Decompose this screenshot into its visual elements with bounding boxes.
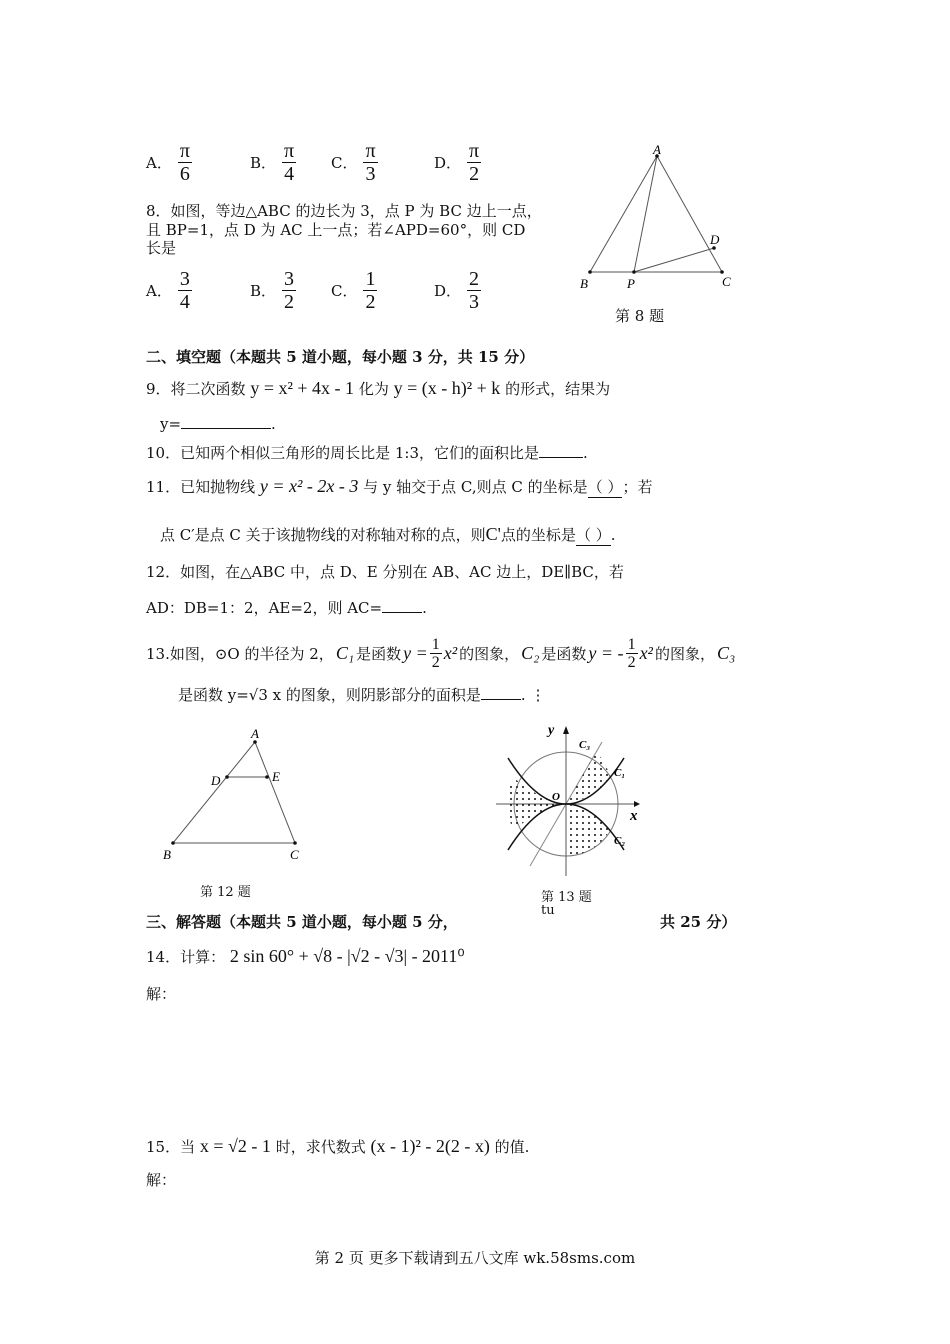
q8-line1: 8．如图，等边△ABC 的边长为 3，点 P 为 BC 边上一点， xyxy=(146,202,542,220)
q8-figure xyxy=(570,138,750,298)
q7-option-b: B． $\frac{\pi}{4}$ xyxy=(250,140,295,185)
q12-label-d: D xyxy=(211,773,221,788)
q13-label-c1: C₁ xyxy=(614,767,626,779)
q7-option-a: A． $\frac{\pi}{6}$ xyxy=(146,140,190,185)
page-footer: 第 2 页 更多下载请到五八文库 wk.58sms.com xyxy=(314,1249,636,1267)
q12-fig-caption: 第 12 题 xyxy=(200,885,251,900)
q8-label-c: C xyxy=(722,274,731,289)
q7-option-c: C． $\frac{\pi}{3}$ xyxy=(331,140,376,185)
q11-blank1[interactable]: （ ） xyxy=(587,478,623,496)
q8-option-b: B． $\frac{3}{2}$ xyxy=(250,268,295,313)
q9-line1: 9．将二次函数 y = x² + 4x - 1 化为 y = (x - h)² + k 的形式，结果为 xyxy=(146,378,611,398)
q9-answer-line: y= . xyxy=(160,415,276,433)
q13-fig-caption: 第 13 题 xyxy=(541,890,592,905)
q13-line2: 是函数 y=√3 x 的图象，则阴影部分的面积是 . ⋮ xyxy=(178,686,546,704)
q13-blank[interactable] xyxy=(481,699,521,700)
q8-label-p: P xyxy=(627,276,635,291)
q12-label-b: B xyxy=(163,847,171,862)
q8-option-c: C． $\frac{1}{2}$ xyxy=(331,268,376,313)
q12-label-a: A xyxy=(251,726,259,741)
q8-label-d: D xyxy=(710,232,720,247)
q13-figure xyxy=(490,718,650,888)
q8-line3: 长是 xyxy=(146,239,177,257)
q11-line1: 11．已知抛物线 y = x² - 2x - 3 与 y 轴交于点 C,则点 C 的坐标是（ ）；若 xyxy=(146,476,653,496)
q12-line2: AD：DB=1：2，AE=2，则 AC= . xyxy=(146,599,427,617)
q13-label-c2: C₂ xyxy=(614,835,626,847)
q8-label-b: B xyxy=(580,276,588,291)
section3-title-right: 共 25 分） xyxy=(660,913,737,931)
q14-line: 14．计算： 2 sin 60° + √8 - |√2 - √3| - 2011⁰ xyxy=(146,946,465,966)
q15-line: 15．当 x = √2 - 1 时，求代数式 (x - 1)² - 2(2 - x) 的值. xyxy=(146,1136,530,1156)
q7-option-d: D． $\frac{\pi}{2}$ xyxy=(434,140,480,185)
q10-blank[interactable] xyxy=(539,457,583,458)
q8-option-d: D． $\frac{2}{3}$ xyxy=(434,268,480,313)
q8-option-a: A． $\frac{3}{4}$ xyxy=(146,268,190,313)
q15-answer: 解： xyxy=(146,1171,177,1189)
section2-title: 二、填空题（本题共 5 道小题，每小题 3 分，共 15 分） xyxy=(146,348,535,366)
q12-label-c: C xyxy=(290,847,299,862)
q10-line: 10．已知两个相似三角形的周长比是 1:3，它们的面积比是 . xyxy=(146,444,588,462)
q13-label-c3: C₃ xyxy=(579,739,591,751)
q8-label-a: A xyxy=(653,142,661,157)
q11-line2: 点 C′是点 C 关于该抛物线的对称轴对称的点，则C'点的坐标是（ ）. xyxy=(160,524,616,544)
q12-label-e: E xyxy=(272,769,280,784)
q12-figure xyxy=(155,722,315,867)
q9-blank[interactable] xyxy=(181,428,271,429)
q12-line1: 12．如图，在△ABC 中，点 D、E 分别在 AB、AC 边上，DE∥BC，若 xyxy=(146,563,624,581)
q13-line1: 13.如图，⊙O 的半径为 2， C₁ 是函数 y = $\frac{1}{2}$ x² 的图象， C₂ 是函数 y = - $\frac{1}{2}$ x² 的图象， C₃ xyxy=(146,636,736,671)
q8-fig-caption: 第 8 题 xyxy=(615,307,665,325)
q13-label-o: O xyxy=(552,791,560,803)
q11-blank2[interactable]: （ ） xyxy=(575,526,611,544)
q13-fig-caption2: tu xyxy=(541,903,555,918)
section3-title-left: 三、解答题（本题共 5 道小题，每小题 5 分， xyxy=(146,913,458,931)
q13-label-x: x xyxy=(630,808,638,824)
q8-line2: 且 BP=1，点 D 为 AC 上一点；若∠APD=60°，则 CD xyxy=(146,221,526,239)
q13-label-y: y xyxy=(548,723,555,738)
q12-blank[interactable] xyxy=(382,612,422,613)
q14-answer: 解： xyxy=(146,985,177,1003)
